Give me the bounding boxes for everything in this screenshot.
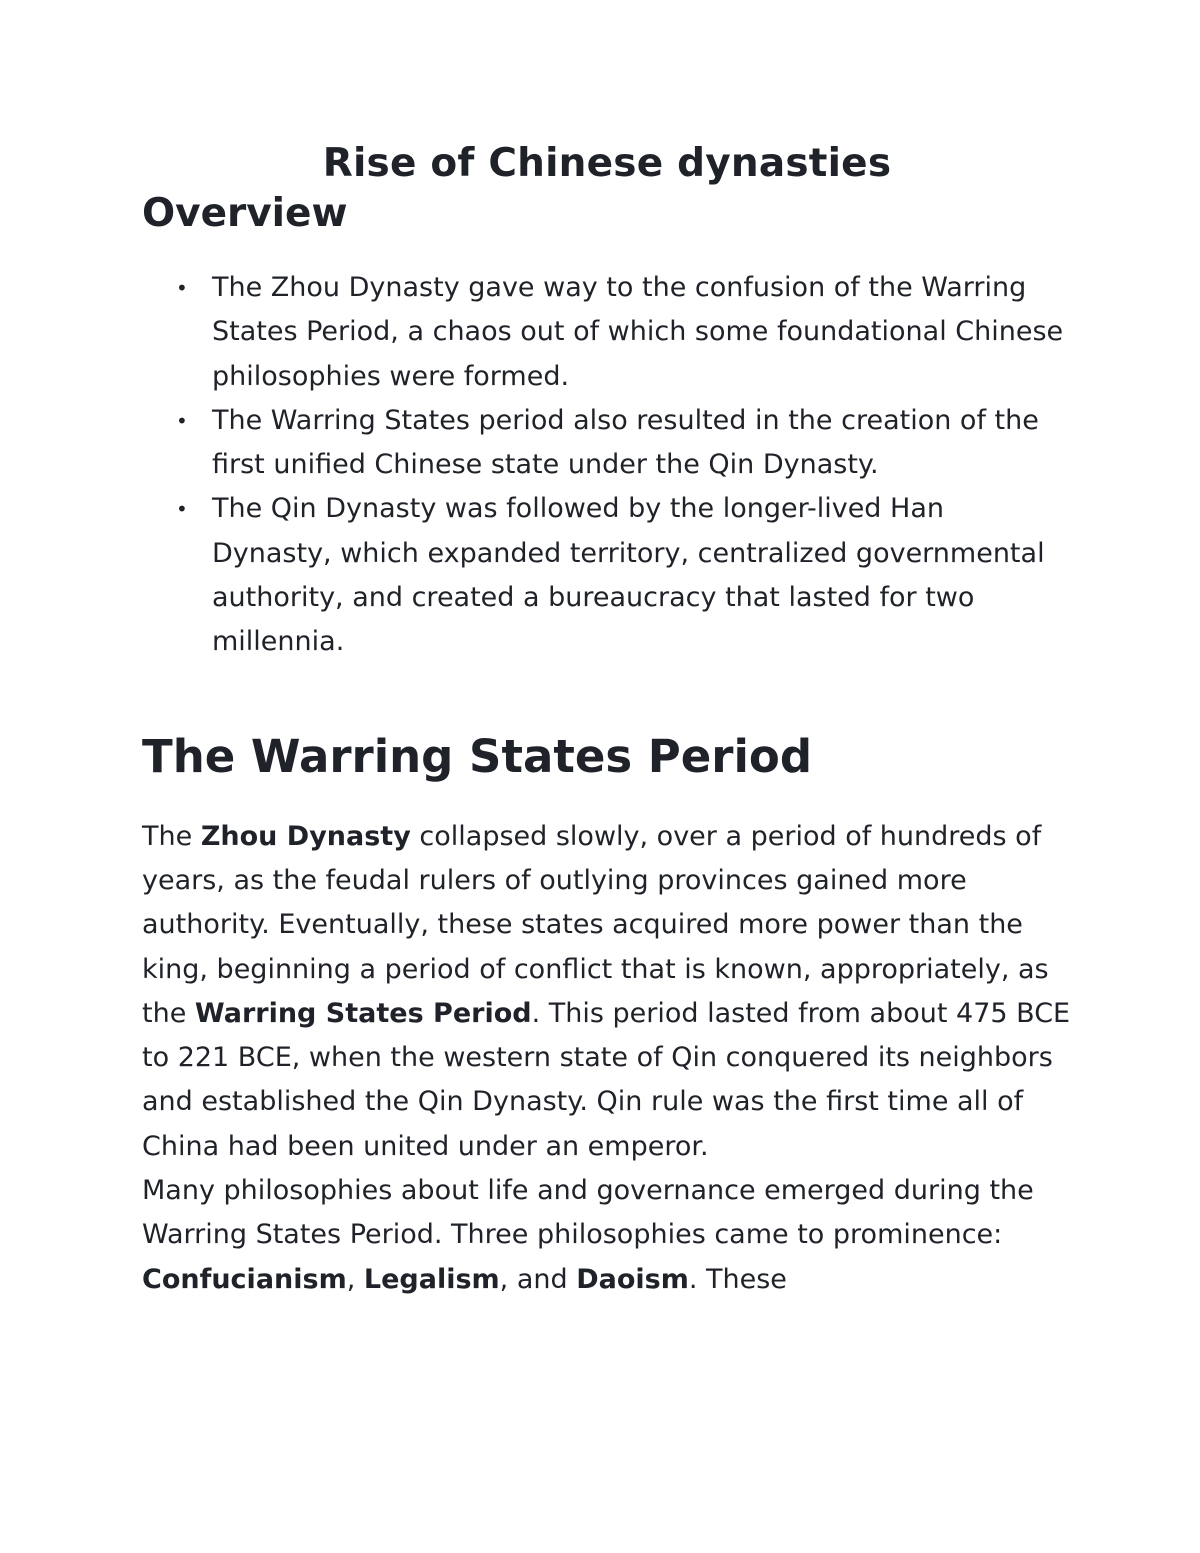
text-run: Many philosophies about life and governance emerged during the Warring States Period. Three philosophies came to prominence: bbox=[142, 1175, 1034, 1251]
paragraph-philosophies bbox=[142, 1169, 1072, 1302]
bold-term-zhou-dynasty: Zhou Dynasty bbox=[200, 820, 411, 852]
bullet-item bbox=[176, 399, 1072, 488]
bullet-icon: • bbox=[176, 408, 188, 433]
bullet-text: The Warring States period also resulted in the creation of the first unified Chinese state under the Qin Dynasty. bbox=[212, 404, 1039, 481]
bullet-text: The Zhou Dynasty gave way to the confusion of the Warring States Period, a chaos out of which some foundational Chinese philosophies were formed. bbox=[212, 272, 1064, 392]
bullet-icon: • bbox=[176, 276, 188, 300]
overview-bullet-list bbox=[142, 266, 1072, 665]
bold-term-daoism: Daoism bbox=[576, 1263, 689, 1295]
text-run: , bbox=[346, 1263, 364, 1295]
bullet-icon: • bbox=[176, 497, 188, 522]
bold-term-warring-states-period: Warring States Period bbox=[194, 997, 532, 1029]
bold-term-confucianism: Confucianism bbox=[142, 1263, 347, 1295]
bullet-item bbox=[176, 487, 1072, 664]
text-run: The bbox=[142, 820, 201, 852]
bullet-item bbox=[176, 266, 1072, 399]
text-run: . These bbox=[688, 1263, 787, 1295]
text-run: , and bbox=[499, 1263, 577, 1295]
text-run: collapsed slowly, over a period of hundreds of years, as the feudal rulers of outlying provinces gained more authority. Eventually, these states acquired more power than the king, beginning a period of conflict that is known, appropriately, as the bbox=[142, 820, 1049, 1029]
document-page bbox=[142, 140, 1072, 1302]
text-run: . This period lasted from about 475 BCE to 221 BCE, when the western state of Qin conquered its neighbors and established the Qin Dynasty. Qin rule was the first time all of China had been united under an emperor. bbox=[142, 997, 1071, 1162]
document-title: Rise of Chinese dynasties bbox=[322, 141, 892, 186]
bullet-text: The Qin Dynasty was followed by the longer-lived Han Dynasty, which expanded territory, centralized governmental authority, and created a bureaucracy that lasted for two millennia. bbox=[212, 493, 1045, 658]
warring-states-heading: The Warring States Period bbox=[142, 729, 813, 783]
bold-term-legalism: Legalism bbox=[363, 1263, 500, 1295]
paragraph-zhou-collapse bbox=[142, 815, 1072, 1169]
overview-heading: Overview bbox=[142, 191, 348, 236]
